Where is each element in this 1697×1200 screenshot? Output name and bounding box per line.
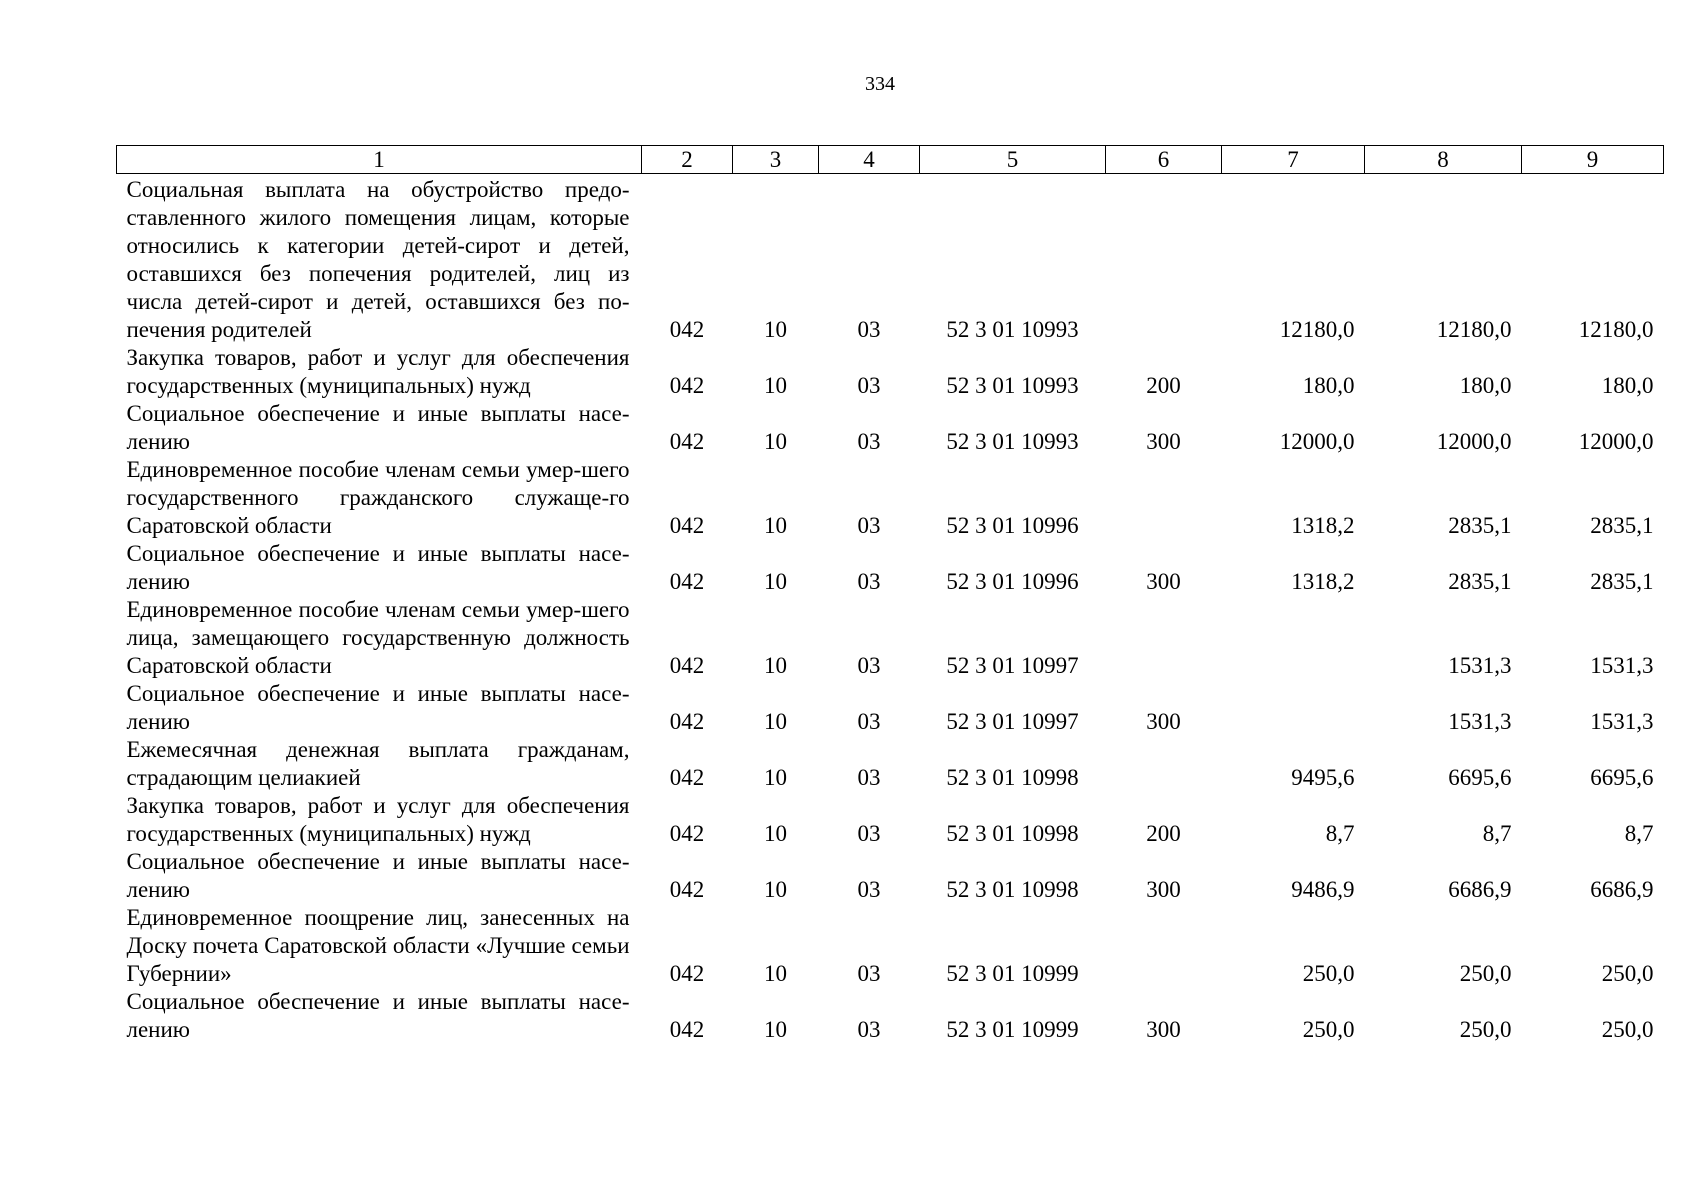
row-description: Социальное обеспечение и иные выплаты насе-лению [126,849,630,902]
row-description: Социальная выплата на обустройство предо-ставленного жилого помещения лицам, которые относились к категории детей-сирот и детей, оставшихся без попечения родителей, лиц из числа детей-сирот и детей, оставшихся без по-печения родителей [126,177,630,342]
cell-ministry-code: 042 [669,1017,705,1042]
cell-amount-col9: 250,0 [1601,1017,1654,1042]
cell-expense-type [1106,904,1222,988]
cell-expense-type [1106,736,1222,792]
cell-amount-col8: 250,0 [1459,1017,1512,1042]
cell-amount-col7: 9486,9 [1291,877,1355,902]
cell-expense-type: 200 [1146,821,1181,846]
table-row [117,540,1664,596]
cell-ministry-code: 042 [669,709,705,734]
cell-ministry-code: 042 [669,569,705,594]
cell-amount-col9: 12180,0 [1578,317,1654,342]
cell-target-article: 52 3 01 10998 [946,877,1079,902]
cell-amount-col8: 1531,3 [1448,709,1512,734]
cell-subsection: 03 [857,429,881,454]
cell-ministry-code: 042 [669,961,705,986]
table-row [117,400,1664,456]
table-row [117,344,1664,400]
cell-target-article: 52 3 01 10993 [946,373,1079,398]
column-header-3: 3 [733,146,819,174]
cell-section: 10 [764,765,787,790]
cell-amount-col7: 180,0 [1302,373,1355,398]
cell-amount-col9: 250,0 [1601,961,1654,986]
table-row [117,596,1664,680]
cell-amount-col8: 12000,0 [1436,429,1512,454]
row-description: Социальное обеспечение и иные выплаты насе-лению [126,541,630,594]
cell-expense-type: 300 [1146,1017,1181,1042]
row-description: Социальное обеспечение и иные выплаты насе-лению [126,989,630,1042]
column-header-2: 2 [642,146,733,174]
cell-section: 10 [764,961,787,986]
cell-subsection: 03 [857,821,881,846]
cell-ministry-code: 042 [669,653,705,678]
column-header-6: 6 [1106,146,1222,174]
table-row [117,792,1664,848]
cell-target-article: 52 3 01 10997 [946,709,1079,734]
budget-table [116,145,1664,1044]
cell-amount-col9: 1531,3 [1590,709,1654,734]
cell-target-article: 52 3 01 10993 [946,317,1079,342]
cell-subsection: 03 [857,1017,881,1042]
cell-subsection: 03 [857,317,881,342]
cell-subsection: 03 [857,653,881,678]
cell-subsection: 03 [857,709,881,734]
cell-amount-col7: 250,0 [1302,961,1355,986]
cell-amount-col7: 250,0 [1302,1017,1355,1042]
cell-amount-col9: 1531,3 [1590,653,1654,678]
cell-amount-col9: 6686,9 [1590,877,1654,902]
row-description: Единовременное пособие членам семьи умер-шего лица, замещающего государственную должность Саратовской области [126,597,630,678]
cell-amount-col9: 2835,1 [1590,513,1654,538]
cell-section: 10 [764,317,787,342]
cell-amount-col9: 6695,6 [1590,765,1654,790]
cell-section: 10 [764,373,787,398]
cell-target-article: 52 3 01 10993 [946,429,1079,454]
cell-amount-col7: 12000,0 [1279,429,1355,454]
cell-ministry-code: 042 [669,765,705,790]
cell-target-article: 52 3 01 10996 [946,569,1079,594]
table-row [117,736,1664,792]
cell-subsection: 03 [857,373,881,398]
cell-amount-col8: 12180,0 [1436,317,1512,342]
cell-expense-type: 300 [1146,877,1181,902]
cell-section: 10 [764,513,787,538]
cell-expense-type [1106,456,1222,540]
row-description: Закупка товаров, работ и услуг для обеспечения государственных (муниципальных) нужд [126,345,630,398]
cell-section: 10 [764,821,787,846]
cell-ministry-code: 042 [669,513,705,538]
cell-target-article: 52 3 01 10998 [946,821,1079,846]
cell-expense-type: 300 [1146,429,1181,454]
cell-amount-col7 [1222,680,1365,736]
table-row [117,904,1664,988]
row-description: Закупка товаров, работ и услуг для обеспечения государственных (муниципальных) нужд [126,793,630,846]
table-row [117,680,1664,736]
cell-amount-col8: 250,0 [1459,961,1512,986]
page-number: 334 [865,73,895,95]
cell-amount-col9: 12000,0 [1578,429,1654,454]
cell-amount-col8: 2835,1 [1448,513,1512,538]
cell-ministry-code: 042 [669,877,705,902]
cell-section: 10 [764,877,787,902]
cell-amount-col7: 1318,2 [1291,513,1355,538]
cell-subsection: 03 [857,569,881,594]
row-description: Единовременное поощрение лиц, занесенных на Доску почета Саратовской области «Лучшие семьи Губернии» [126,905,630,986]
cell-amount-col8: 2835,1 [1448,569,1512,594]
cell-ministry-code: 042 [669,821,705,846]
cell-amount-col7: 1318,2 [1291,569,1355,594]
table-row [117,456,1664,540]
cell-subsection: 03 [857,513,881,538]
cell-section: 10 [764,653,787,678]
cell-target-article: 52 3 01 10998 [946,765,1079,790]
cell-ministry-code: 042 [669,373,705,398]
column-header-8: 8 [1365,146,1522,174]
cell-amount-col9: 8,7 [1624,821,1654,846]
row-description: Ежемесячная денежная выплата гражданам, страдающим целиакией [126,737,630,790]
cell-subsection: 03 [857,961,881,986]
cell-amount-col7: 12180,0 [1279,317,1355,342]
cell-section: 10 [764,429,787,454]
cell-expense-type [1106,596,1222,680]
cell-section: 10 [764,709,787,734]
row-description: Социальное обеспечение и иные выплаты насе-лению [126,401,630,454]
column-header-1: 1 [117,146,642,174]
column-header-4: 4 [819,146,920,174]
cell-expense-type: 300 [1146,709,1181,734]
cell-ministry-code: 042 [669,317,705,342]
cell-expense-type: 300 [1146,569,1181,594]
cell-amount-col7: 9495,6 [1291,765,1355,790]
cell-amount-col8: 1531,3 [1448,653,1512,678]
cell-amount-col9: 180,0 [1601,373,1654,398]
cell-amount-col8: 6686,9 [1448,877,1512,902]
cell-section: 10 [764,1017,787,1042]
cell-subsection: 03 [857,877,881,902]
cell-amount-col8: 180,0 [1459,373,1512,398]
cell-section: 10 [764,569,787,594]
cell-ministry-code: 042 [669,429,705,454]
cell-target-article: 52 3 01 10997 [946,653,1079,678]
cell-amount-col8: 6695,6 [1448,765,1512,790]
cell-amount-col7: 8,7 [1325,821,1355,846]
column-header-5: 5 [920,146,1106,174]
table-header-row [117,146,1664,174]
row-description: Единовременное пособие членам семьи умер-шего государственного гражданского служаще-го Саратовской области [126,457,630,538]
column-header-9: 9 [1522,146,1664,174]
cell-expense-type [1106,174,1222,345]
cell-subsection: 03 [857,765,881,790]
table-row [117,988,1664,1044]
column-header-7: 7 [1222,146,1365,174]
table-row [117,174,1664,345]
cell-amount-col9: 2835,1 [1590,569,1654,594]
table-row [117,848,1664,904]
cell-expense-type: 200 [1146,373,1181,398]
cell-target-article: 52 3 01 10999 [946,1017,1079,1042]
row-description: Социальное обеспечение и иные выплаты насе-лению [126,681,630,734]
cell-amount-col7 [1222,596,1365,680]
cell-target-article: 52 3 01 10996 [946,513,1079,538]
cell-target-article: 52 3 01 10999 [946,961,1079,986]
cell-amount-col8: 8,7 [1482,821,1512,846]
